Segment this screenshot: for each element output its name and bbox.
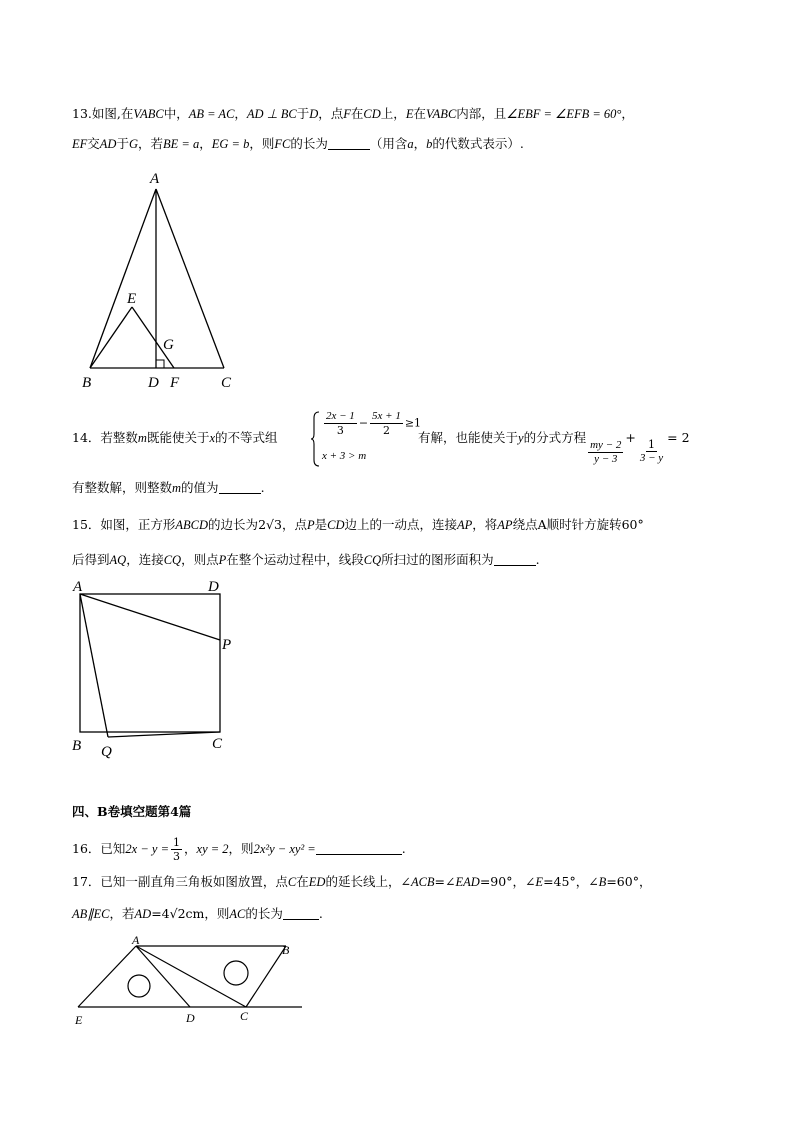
segment-aq (80, 594, 108, 737)
triangle-hole-2 (224, 961, 248, 985)
label-e: E (127, 291, 137, 307)
segment-ac (136, 946, 246, 1007)
label-b: B (72, 738, 82, 754)
label-a: A (132, 934, 140, 947)
label-d: D (186, 1011, 195, 1025)
label-f: F (170, 375, 180, 391)
section-title: 四、B卷填空题第4篇 (72, 804, 192, 819)
label-e: E (75, 1013, 83, 1027)
segment-bc (246, 946, 286, 1007)
q14-line-1-start: 14．若整数m既能使关于x的不等式组 (72, 430, 278, 445)
segment-cq (108, 732, 220, 737)
q14-line-2: 有整数解，则整数m的值为 . (72, 480, 265, 495)
q13-line-2: EF交AD于G，若BE = a，EG = b，则FC的长为 （用含a，b的代数式表示）. (72, 136, 524, 151)
q17-figure (70, 934, 310, 1028)
right-angle-mark (156, 360, 164, 368)
answer-blank[interactable] (316, 840, 402, 855)
q15-line-2: 后得到AQ，连接CQ，则点P在整个运动过程中，线段CQ所扫过的图形面积为 . (72, 552, 540, 567)
square-abcd (80, 594, 220, 732)
q14-line-1-end: 有解，也能使关于y的分式方程 $\frac{my - 2}{y - 3}$ + $\frac{1}{3 - y}$ = 2 (418, 430, 690, 465)
brace-icon (310, 410, 320, 468)
label-q: Q (101, 744, 112, 760)
answer-blank[interactable] (283, 905, 319, 920)
side-ab (90, 189, 156, 368)
label-c: C (221, 375, 232, 391)
q17-line-1: 17．已知一副直角三角板如图放置，点C在ED的延长线上，∠ACB=∠EAD=90°，∠E=45°，∠B=60°， (72, 874, 652, 889)
q13-line-1: 13.如图,在VABC中，AB = AC，AD ⊥ BC于D，点F在CD上，E在VABC内部，且∠EBF = ∠EFB = 60°， (72, 106, 634, 121)
segment-be (90, 307, 132, 368)
segment-ap (80, 594, 220, 640)
answer-blank[interactable] (494, 551, 536, 566)
label-b: B (82, 375, 92, 391)
label-a: A (73, 579, 83, 595)
q15-line-1: 15．如图，正方形ABCD的边长为2√3，点P是CD边上的一动点，连接AP，将AP绕点A顺时针方旋转60° (72, 517, 644, 532)
q17-line-2: AB∥EC，若AD=4√2cm，则AC的长为 . (72, 906, 323, 921)
answer-blank[interactable] (219, 479, 261, 494)
q13-figure (76, 166, 246, 396)
label-c: C (212, 736, 223, 752)
label-d: D (208, 579, 219, 595)
label-a: A (150, 171, 160, 187)
answer-blank[interactable] (328, 135, 370, 150)
label-d: D (148, 375, 159, 391)
label-g: G (163, 337, 174, 353)
label-b: B (282, 943, 290, 957)
label-p: P (222, 637, 232, 653)
triangle-hole-1 (128, 975, 150, 997)
q16-line: 16．已知2x − y = $\frac{1}{3}$ ，xy = 2，则2x²y − xy² = . (72, 836, 406, 863)
label-c: C (240, 1009, 249, 1023)
segment-ae (78, 946, 136, 1007)
inequality-system: $\frac{2x - 1}{3}$ − $\frac{5x + 1}{2}$ ≥1 x + 3 > m (310, 410, 418, 468)
q15-figure (66, 576, 246, 766)
